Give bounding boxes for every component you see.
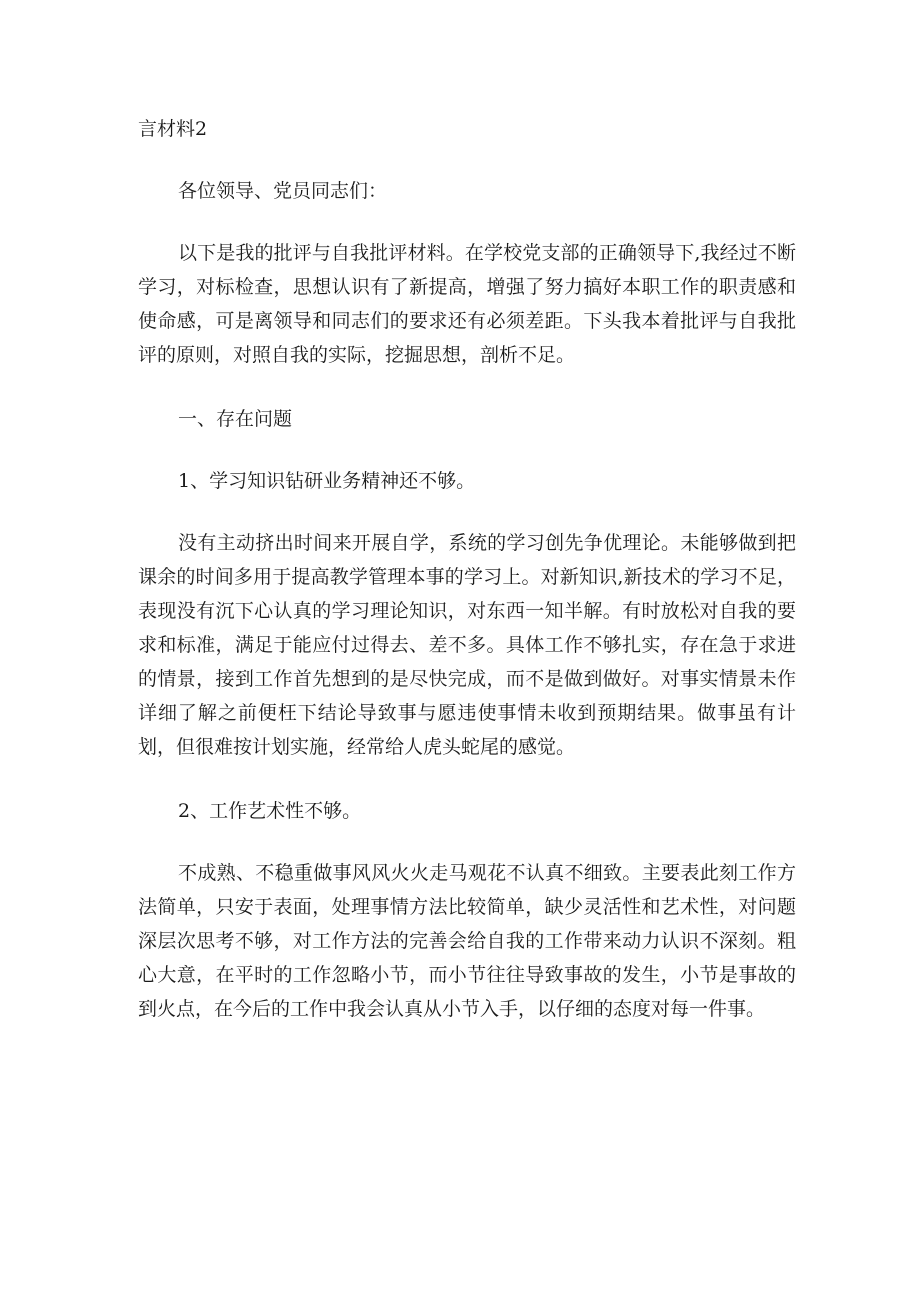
salutation: 各位领导、党员同志们：: [178, 180, 388, 202]
item-heading-1: 1、学习知识钻研业务精神还不够。: [178, 470, 476, 492]
document-page: [138, 112, 796, 1026]
item-body-2: 不成熟、不稳重做事风风火火走马观花不认真不细致。主要表此刻工作方法简单，只安于表面，处理事情方法比较简单，缺少灵活性和艺术性，对问题深层次思考不够，对工作方法的完善会给自我的工作带来动力认识不深刻。粗心大意，在平时的工作忽略小节，而小节往往导致事故的发生，小节是事故的到火点，在今后的工作中我会认真从小节入手，以仔细的态度对每一件事。: [138, 862, 796, 1020]
item-body-1: 没有主动挤出时间来开展自学，系统的学习创先争优理论。未能够做到把课余的时间多用于提高教学管理本事的学习上。对新知识,新技术的学习不足，表现没有沉下心认真的学习理论知识，对东西一知半解。有时放松对自我的要求和标准，满足于能应付过得去、差不多。具体工作不够扎实，存在急于求进的情景，接到工作首先想到的是尽快完成，而不是做到做好。对事实情景未作详细了解之前便枉下结论导致事与愿违使事情未收到预期结果。做事虽有计划，但很难按计划实施，经常给人虎头蛇尾的感觉。: [138, 532, 796, 758]
section-heading-problems: 一、存在问题: [178, 408, 293, 430]
intro-paragraph: 以下是我的批评与自我批评材料。在学校党支部的正确领导下,我经过不断学习，对标检查，思想认识有了新提高，增强了努力搞好本职工作的职责感和使命感，可是离领导和同志们的要求还有必须差距。下头我本着批评与自我批评的原则，对照自我的实际，挖掘思想，剖析不足。: [138, 242, 796, 366]
document-title-fragment: 言材料2: [138, 118, 208, 140]
item-heading-2: 2、工作艺术性不够。: [178, 800, 362, 822]
